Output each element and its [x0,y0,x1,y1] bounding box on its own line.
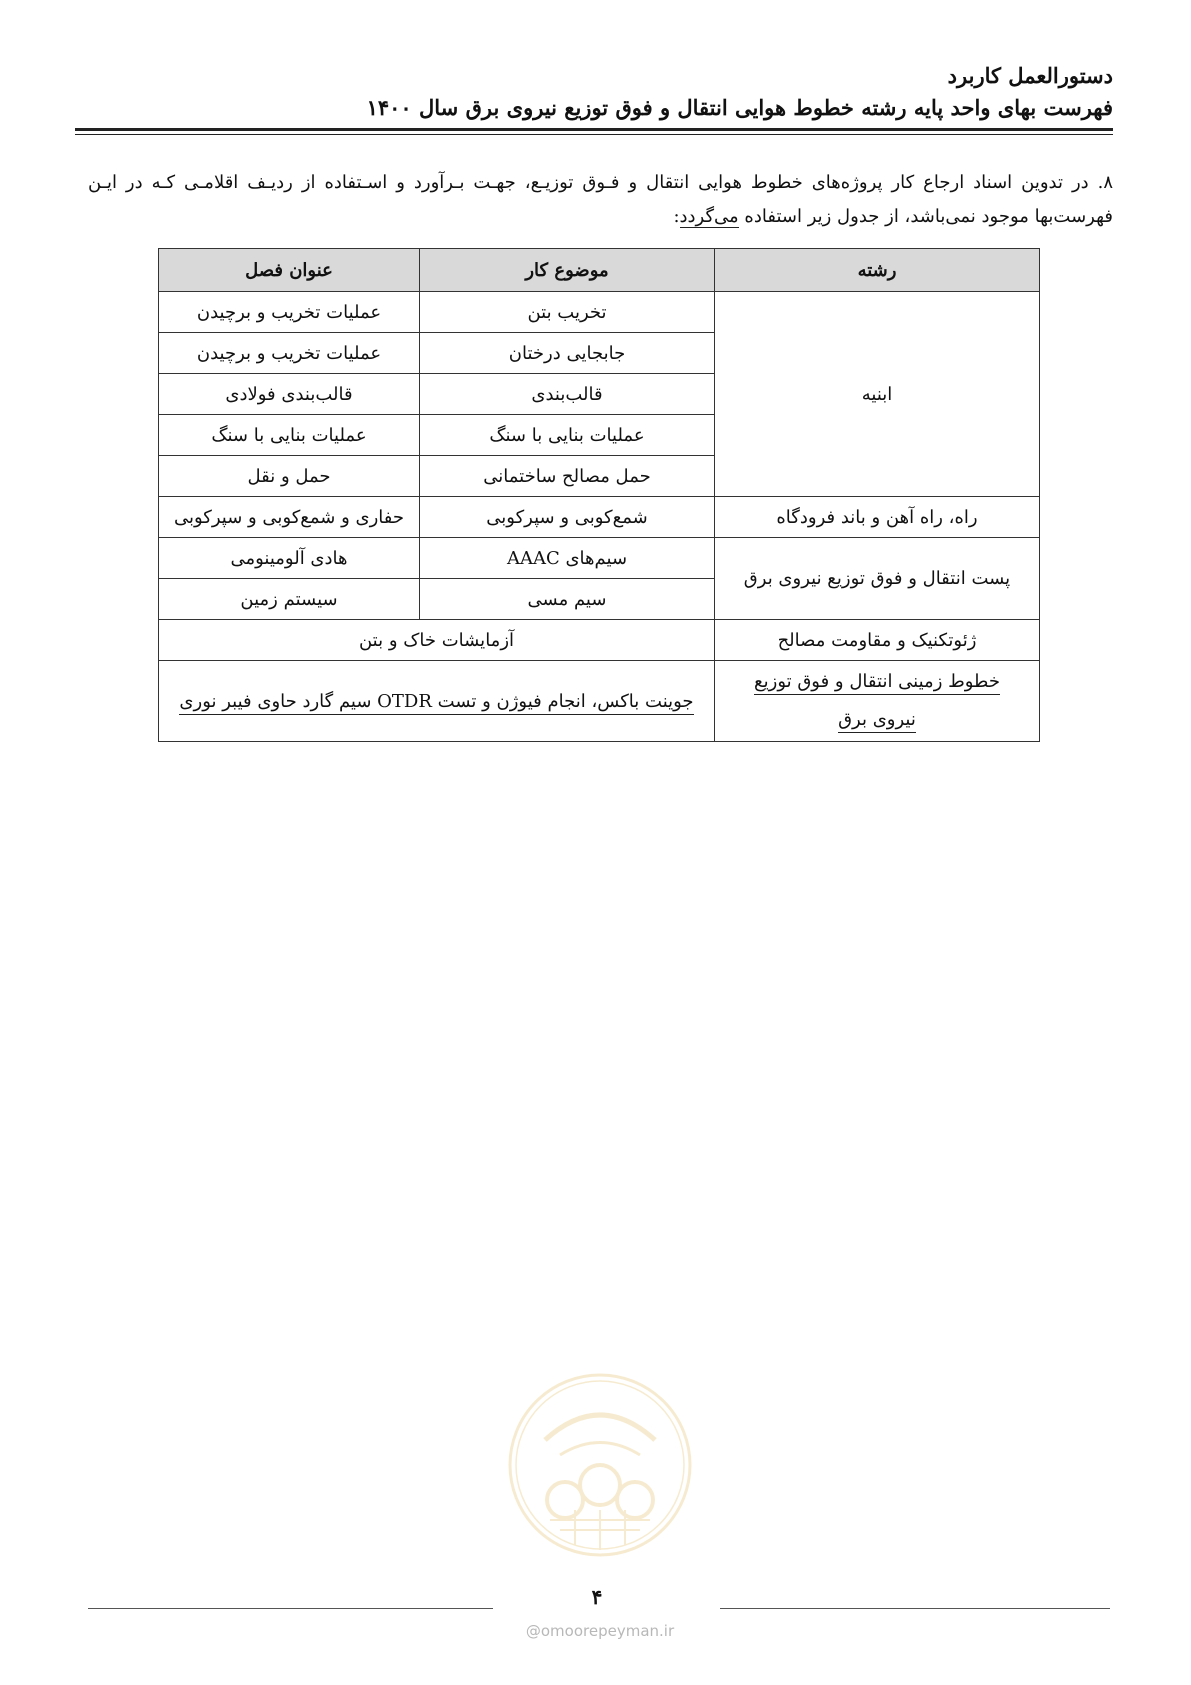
footer-rule-right [720,1608,1110,1609]
page-number: ۴ [591,1585,603,1609]
subject-cell: سیم مسی [420,579,715,620]
subject-cell: تخریب بتن [420,292,715,333]
group-underground-line1: خطوط زمینی انتقال و فوق توزیع [754,671,1000,695]
header-subtitle: فهرست بهای واحد پایه رشته خطوط هوایی انتقال و فوق توزیع نیروی برق سال ۱۴۰۰ [366,95,1113,120]
subject-cell: سیم‌های AAAC [420,538,715,579]
header-title: دستورالعمل کاربرد [947,63,1113,88]
watermark-site-text: omoorepeyman.ir [540,1622,675,1640]
subject-cell: جابجایی درختان [420,333,715,374]
reference-table [158,248,1040,742]
group-cell-road: راه، راه آهن و باند فرودگاه [715,497,1040,538]
chapter-cell: قالب‌بندی فولادی [159,374,420,415]
footer-rule-left [88,1608,493,1609]
table-row [159,497,1040,538]
chapter-cell: عملیات تخریب و برچیدن [159,292,420,333]
header-chapter: عنوان فصل [159,249,420,292]
header-subject: موضوع کار [420,249,715,292]
table-header-row [159,249,1040,292]
table-row [159,620,1040,661]
paragraph-text: ۸. در تدوین اسناد ارجاع کار پروژه‌های خطوط هوایی انتقال و فـوق توزیـع، جهـت بـرآورد و اسـتفاده از ردیـف اقلامـی کـه در ایـن فهرست‌بها موجود نمی‌باشد، از جدول زیر استفاده [88,172,1113,227]
watermark-site: @omoorepeyman.ir [525,1622,675,1640]
subject-cell: شمع‌کوبی و سپرکوبی [420,497,715,538]
group-cell-geotech: ژئوتکنیک و مقاومت مصالح [715,620,1040,661]
table-row [159,661,1040,742]
merged-underground-text: جوینت باکس، انجام فیوژن و تست OTDR سیم گارد حاوی فیبر نوری [179,691,693,715]
merged-cell-underground [159,661,715,742]
group-cell-substation: پست انتقال و فوق توزیع نیروی برق [715,538,1040,620]
table-row [159,538,1040,579]
page-header [75,60,1113,124]
watermark-logo-icon [505,1370,695,1560]
chapter-cell: حمل و نقل [159,456,420,497]
chapter-cell: حفاری و شمع‌کوبی و سپرکوبی [159,497,420,538]
subject-cell: قالب‌بندی [420,374,715,415]
paragraph-colon: : [673,206,680,227]
group-cell-underground [715,661,1040,742]
chapter-cell: عملیات بنایی با سنگ [159,415,420,456]
header-rule-thick [75,128,1113,131]
chapter-cell: عملیات تخریب و برچیدن [159,333,420,374]
group-cell-abnie: ابنیه [715,292,1040,497]
table-row [159,292,1040,333]
chapter-cell: هادی آلومینومی [159,538,420,579]
chapter-cell: سیستم زمین [159,579,420,620]
paragraph-underlined-word: می‌گردد [679,206,739,227]
subject-cell: عملیات بنایی با سنگ [420,415,715,456]
subject-cell: حمل مصالح ساختمانی [420,456,715,497]
header-field: رشته [715,249,1040,292]
header-rule-thin [75,134,1113,135]
group-underground-line2: نیروی برق [838,709,916,733]
intro-paragraph [88,166,1113,234]
merged-cell-geotech: آزمایشات خاک و بتن [159,620,715,661]
